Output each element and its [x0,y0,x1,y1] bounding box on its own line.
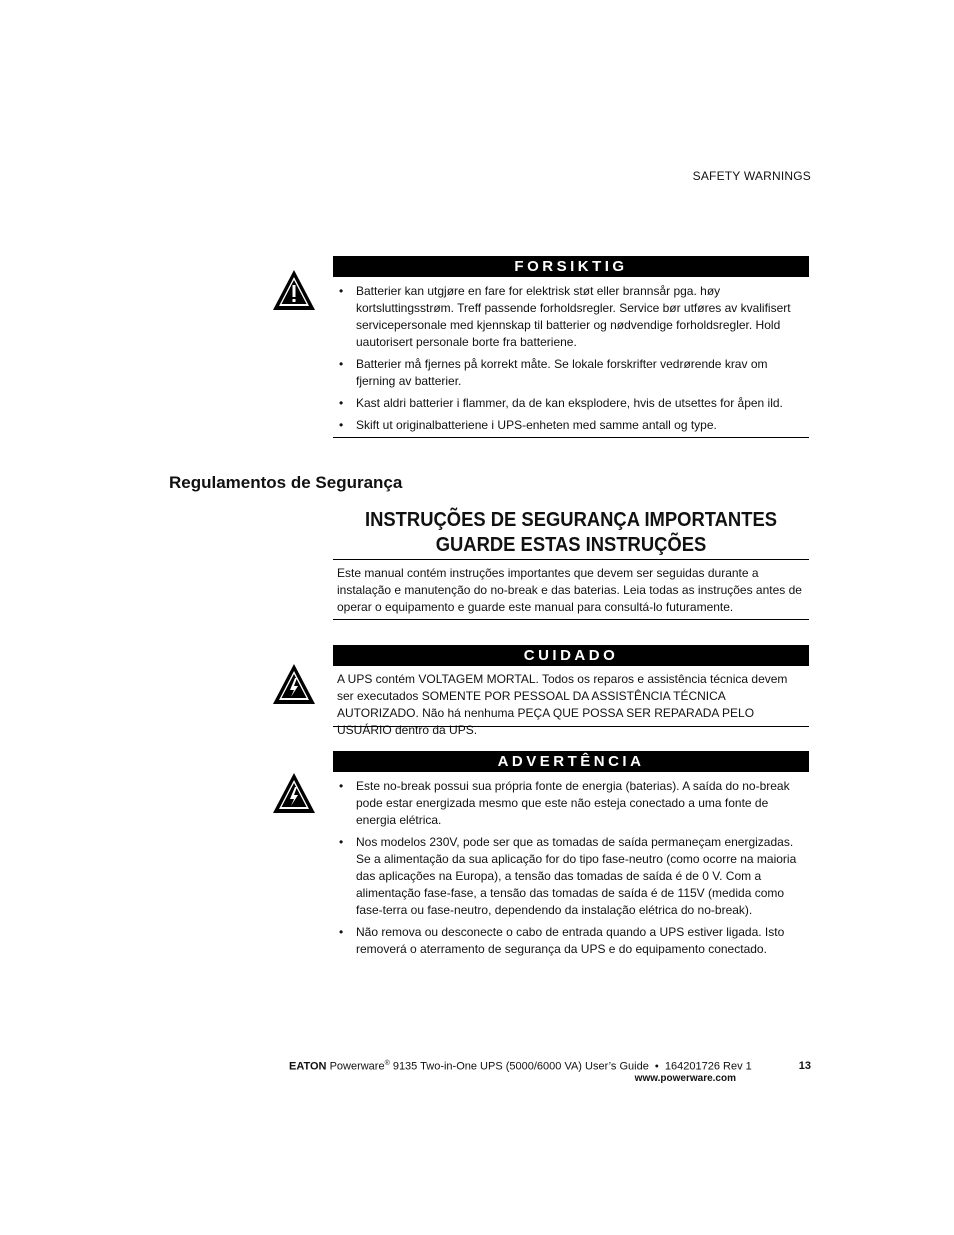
list-item: • Não remova ou desconecte o cabo de entrada quando a UPS estiver ligada. Isto removerá o aterramento de segurança da UPS e do equipamento conectado. [333,924,809,958]
footer-product: Powerware [329,1060,385,1073]
title-line-1: INSTRUÇÕES DE SEGURANÇA IMPORTANTES [365,509,777,531]
divider [333,726,809,727]
intro-paragraph: Este manual contém instruções importantes que devem ser seguidas durante a instalação e manutenção do no-break e das baterias. Leia todas as instruções antes de operar o equipamento e guarde este manual para consultá-lo futuramente. [337,566,802,614]
list-item: • Kast aldri batterier i flammer, da de kan eksplodere, hvis de utsettes for åpen ild. [333,395,809,412]
electric-shock-warning-icon [271,771,317,815]
electric-shock-warning-icon [271,662,317,706]
list-item: • Skift ut originalbatteriene i UPS-enheten med samme antall og type. [333,417,809,434]
warning-exclamation-icon [271,268,317,312]
footer-guide-info: 9135 Two-in-One UPS (5000/6000 VA) User’s Guide • 164201726 Rev 1 [389,1060,752,1073]
divider [333,619,809,620]
cuidado-text: A UPS contém VOLTAGEM MORTAL. Todos os reparos e assistência técnica devem ser executados SOMENTE POR PESSOAL DA ASSISTÊNCIA TÉCNICA AUTORIZADO. Não há nenhuma PEÇA QUE POSSA SER REPARADA PELO USUÁRIO dentro da UPS. [337,672,788,737]
page-number: 13 [798,1060,811,1072]
advertencia-list [333,778,809,963]
page-title [352,508,790,558]
advertencia-heading: ADVERTÊNCIA [333,751,809,772]
footer-registered-mark: ® [384,1060,390,1067]
divider [333,437,809,438]
list-item: • Batterier må fjernes på korrekt måte. Se lokale forskrifter vedrørende krav om fjerning av batterier. [333,356,809,390]
cuidado-heading: CUIDADO [333,645,809,666]
list-item: • Este no-break possui sua própria fonte de energia (baterias). A saída do no-break pode estar energizada mesmo que este não esteja conectado a uma fonte de energia elétrica. [333,778,809,829]
section-title: Regulamentos de Segurança [169,473,403,492]
footer-url: www.powerware.com [634,1073,736,1084]
list-item: • Nos modelos 230V, pode ser que as tomadas de saída permaneçam energizadas. Se a alimentação da sua aplicação for do tipo fase-neutro (como ocorre na maioria das aplicações na Europa), a tensão das tomadas de saída é de 0 V. Com a alimentação fase-fase, a tensão das tomadas de saída é de 115V (medida como fase-terra ou fase-neutro, dependendo da instalação elétrica do no-break). [333,834,809,919]
footer-line [289,1060,752,1073]
forsiktig-list [333,283,809,439]
list-item: • Batterier kan utgjøre en fare for elektrisk støt eller brannsår pga. høy kortsluttingsstrøm. Treff passende forholdsregler. Service bør utføres av kvalifisert servicepersonale med kjennskap til batterier og nødvendige forholdsregler. Hold uautorisert personale borte fra batteriene. [333,283,809,351]
running-header: SAFETY WARNINGS [692,169,811,183]
divider [333,559,809,560]
footer-brand: EATON [289,1060,327,1073]
forsiktig-heading: FORSIKTIG [333,256,809,277]
title-line-2: GUARDE ESTAS INSTRUÇÕES [435,534,707,556]
